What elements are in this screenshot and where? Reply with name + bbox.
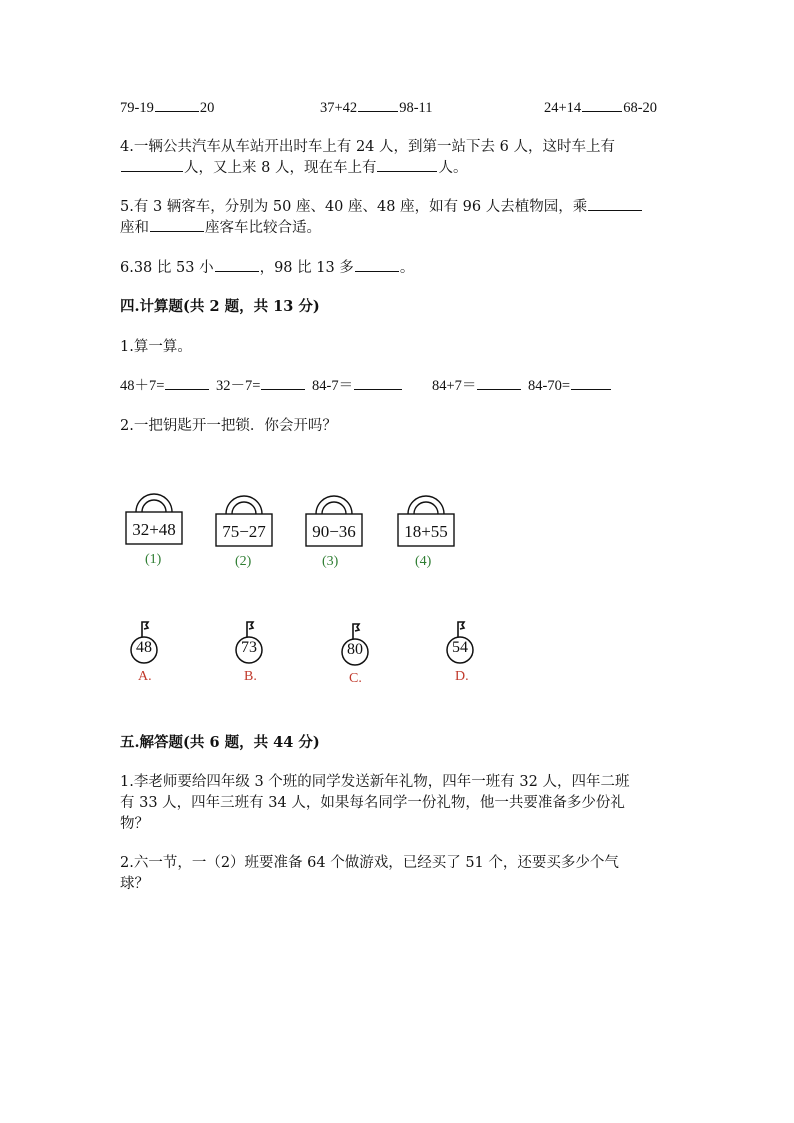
section5-title: 五.解答题(共 6 题，共 44 分) — [120, 734, 320, 751]
compare-right-2: 98-11 — [399, 100, 433, 116]
lock-1 — [124, 488, 184, 550]
key-label-2: B. — [244, 669, 257, 684]
compare-item-3 — [544, 98, 657, 118]
compare-left-1: 79-19 — [120, 100, 154, 116]
q6-line — [120, 258, 414, 278]
key-label-1: A. — [138, 669, 152, 684]
lock-label-2: (2) — [235, 554, 252, 569]
key-value-4: 54 — [452, 639, 468, 656]
q5-text-a: 座和 — [120, 220, 149, 236]
q5-line2 — [120, 218, 321, 238]
key-label-4: D. — [455, 669, 469, 684]
lock-expr-3: 90−36 — [312, 522, 356, 541]
answer-blank[interactable] — [155, 110, 199, 112]
compare-left-3: 24+14 — [544, 100, 582, 116]
calc-expr: 32－7= — [216, 378, 261, 394]
answer-blank[interactable] — [358, 110, 398, 112]
q6-text-b: ，98 比 13 多 — [259, 260, 354, 276]
q6-text-a: 6.38 比 53 小 — [120, 260, 214, 276]
lock-expr-2: 75−27 — [222, 522, 266, 541]
key-value-1: 48 — [136, 639, 152, 656]
lock-4 — [396, 490, 456, 552]
answer-blank[interactable] — [477, 388, 521, 390]
answer-blank[interactable] — [150, 230, 204, 232]
compare-item-1 — [120, 98, 214, 118]
section5-q1-line3: 物？ — [120, 816, 149, 832]
answer-blank[interactable] — [571, 388, 611, 390]
compare-right-1: 20 — [199, 100, 215, 116]
calc-item-4 — [432, 376, 522, 396]
q4-text-a: 人，又上来 8 人，现在车上有 — [184, 160, 377, 176]
section5-q1-line1: 1.李老师要给四年级 3 个班的同学发送新年礼物，四年一班有 32 人，四年二班 — [120, 774, 630, 790]
lock-label-1: (1) — [145, 552, 162, 567]
key-label-3: C. — [349, 671, 362, 686]
calc-item-5 — [528, 376, 612, 396]
lock-expr-4: 18+55 — [404, 522, 448, 541]
answer-blank[interactable] — [377, 170, 437, 172]
calc-expr: 48＋7= — [120, 378, 165, 394]
compare-right-3: 68-20 — [623, 100, 658, 116]
lock-label-4: (4) — [415, 554, 432, 569]
calc-expr: 84+7＝ — [432, 378, 477, 394]
lock-label-3: (3) — [322, 554, 339, 569]
q4-text-b: 人。 — [438, 160, 468, 176]
section5-q2-line1: 2.六一节，一（2）班要准备 64 个做游戏，已经买了 51 个，还要买多少个气 — [120, 855, 619, 871]
section4-q1-title: 1.算一算。 — [120, 339, 192, 355]
calc-item-1 — [120, 376, 210, 396]
key-value-3: 80 — [347, 641, 363, 658]
q4-line2 — [120, 158, 467, 178]
q4-line1: 4.一辆公共汽车从车站开出时车上有 24 人，到第一站下去 6 人，这时车上有 — [120, 139, 615, 155]
lock-expr-1: 32+48 — [132, 520, 176, 539]
answer-blank[interactable] — [354, 388, 402, 390]
section4-title: 四.计算题(共 2 题，共 13 分) — [120, 298, 320, 315]
q5-text: 5.有 3 辆客车，分别为 50 座、40 座、48 座，如有 96 人去植物园，乘 — [120, 199, 588, 215]
calc-expr: 84-70= — [528, 378, 571, 394]
answer-blank[interactable] — [355, 270, 399, 272]
section5-q2-line2: 球？ — [120, 876, 149, 892]
calc-item-2 — [216, 376, 306, 396]
section4-q2-title: 2.一把钥匙开一把锁．你会开吗？ — [120, 418, 337, 434]
answer-blank[interactable] — [261, 388, 305, 390]
answer-blank[interactable] — [215, 270, 259, 272]
compare-left-2: 37+42 — [320, 100, 358, 116]
calc-expr: 84-7＝ — [312, 378, 354, 394]
q5-line1 — [120, 197, 643, 217]
key-value-2: 73 — [241, 639, 257, 656]
q6-text-c: 。 — [399, 260, 415, 276]
section5-q1-line2: 有 33 人，四年三班有 34 人，如果每名同学一份礼物，他一共要准备多少份礼 — [120, 795, 625, 811]
lock-3 — [304, 490, 364, 552]
answer-blank[interactable] — [582, 110, 622, 112]
calc-item-3 — [312, 376, 403, 396]
answer-blank[interactable] — [165, 388, 209, 390]
answer-blank[interactable] — [121, 170, 183, 172]
answer-blank[interactable] — [588, 209, 642, 211]
q5-text-b: 座客车比较合适。 — [205, 220, 321, 236]
compare-item-2 — [320, 98, 432, 118]
lock-2 — [214, 490, 274, 552]
